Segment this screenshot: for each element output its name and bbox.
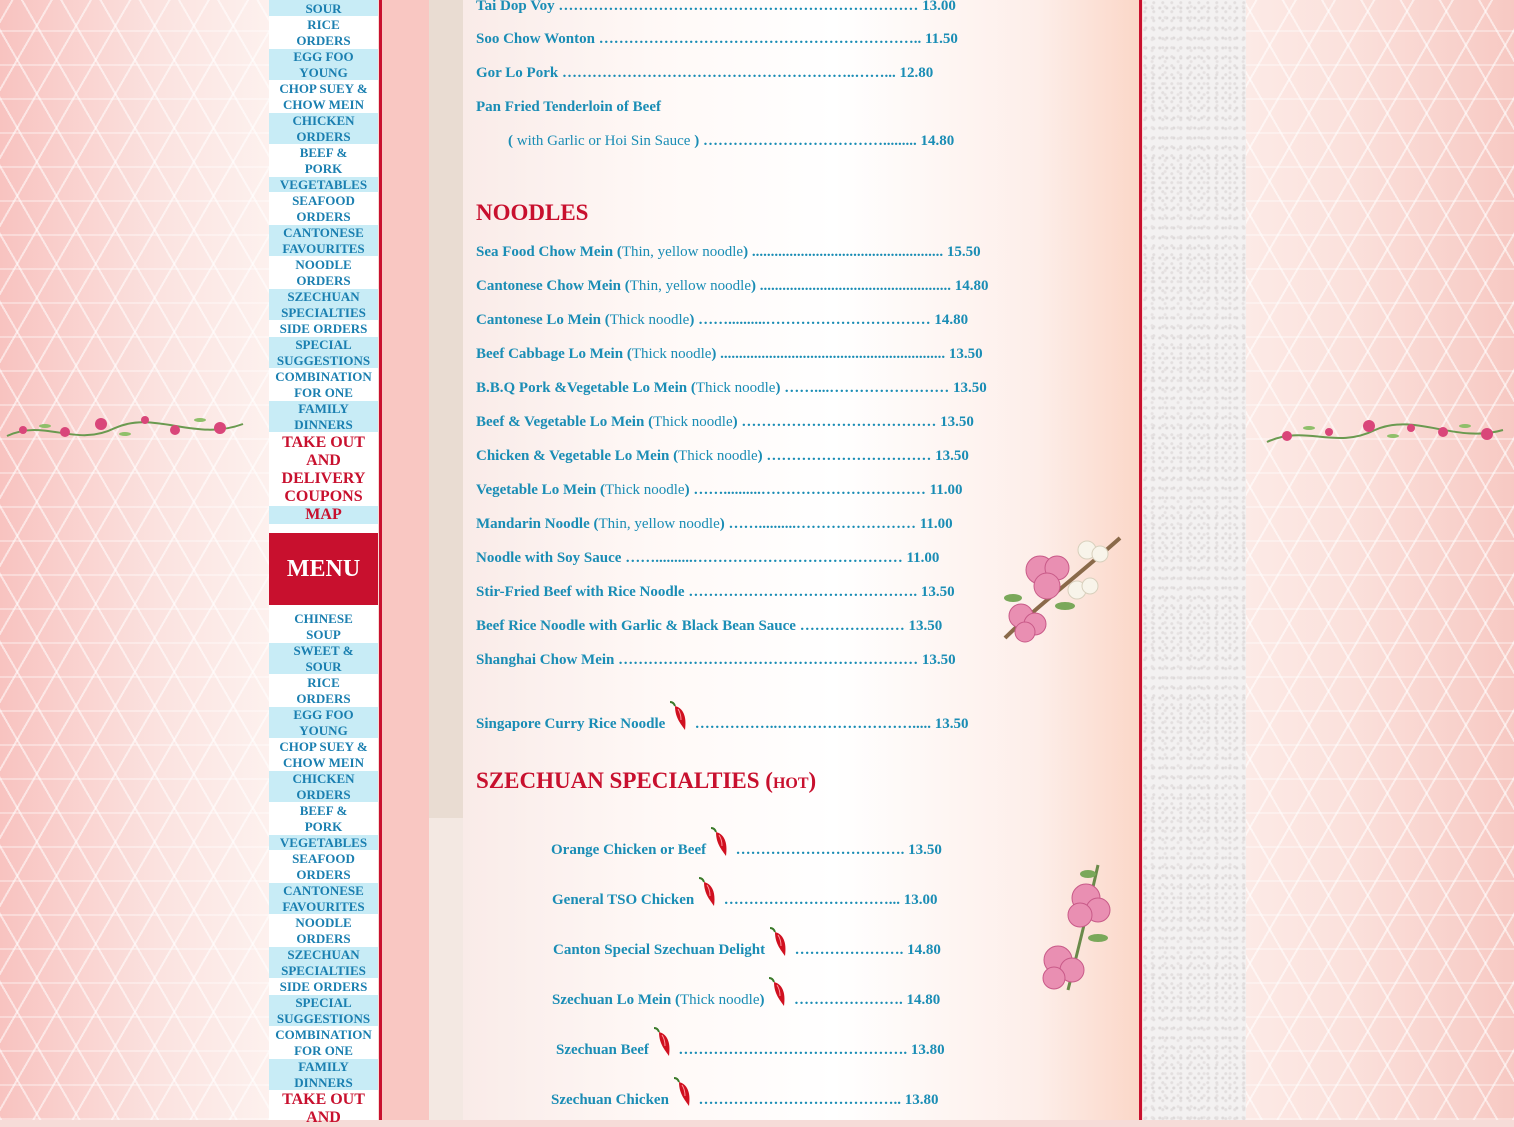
item-note: Thin, yellow noodle: [621, 244, 744, 260]
item-name: Pan Fried Tenderloin of Beef: [476, 99, 661, 115]
leader-dots: ……..........……………………………: [698, 312, 931, 328]
paren: (: [604, 312, 610, 328]
nav-item[interactable]: SEAFOOD ORDERS: [269, 193, 378, 225]
leader-dots: ...................................................: [751, 244, 944, 260]
nav-item[interactable]: SEAFOOD ORDERS: [269, 851, 378, 883]
red-divider-right: [1139, 0, 1142, 1120]
item-price: 13.50: [935, 448, 969, 464]
item-price: 13.00: [903, 892, 938, 908]
item-name: Beef & Vegetable Lo Mein: [476, 414, 645, 430]
item-name: Beef Rice Noodle with Garlic & Black Bean Sauce: [476, 618, 796, 634]
menu-item: [476, 550, 939, 567]
item-price: 14.80: [906, 992, 941, 1008]
paren: (: [624, 278, 630, 294]
nav-item[interactable]: VEGETABLES: [269, 177, 378, 193]
nav-item[interactable]: SIDE ORDERS: [269, 979, 378, 995]
menu-item: [508, 133, 954, 150]
leader-dots: …………………………………..: [698, 1092, 901, 1108]
item-note: Thick noodle: [653, 414, 733, 430]
nav-item[interactable]: RICE ORDERS: [269, 675, 378, 707]
nav-item[interactable]: CHICKEN ORDERS: [269, 771, 378, 803]
item-note: Thick noodle: [678, 448, 758, 464]
nav-item[interactable]: CANTONESE FAVOURITES: [269, 883, 378, 915]
paren: (: [673, 448, 679, 464]
item-name: Mandarin Noodle: [476, 516, 590, 532]
nav-item[interactable]: SWEET & SOUR: [269, 643, 378, 675]
nav-item[interactable]: COMBINATION FOR ONE: [269, 1027, 378, 1059]
item-name: Vegetable Lo Mein: [476, 482, 597, 498]
chili-pepper-icon: [768, 976, 790, 1008]
chili-pepper-icon: [653, 1026, 675, 1058]
item-price: 13.50: [908, 618, 943, 634]
item-price: 13.50: [920, 584, 955, 600]
section-title-noodles: NOODLES: [476, 200, 589, 225]
leader-dots: ……………..……………………….....: [694, 716, 932, 732]
menu-item: [476, 652, 956, 669]
nav-item[interactable]: NOODLE ORDERS: [269, 915, 378, 947]
leader-dots: ……………………………………………………: [618, 652, 919, 668]
item-price: 14.80: [934, 312, 969, 328]
item-price: 13.50: [940, 414, 974, 430]
leader-dots: ………………………………………………………………: [558, 0, 919, 14]
stucco-strip: [1143, 0, 1246, 1120]
sidebar-nav: [269, 0, 378, 1126]
nav-bottom-list: [269, 611, 378, 1091]
item-name: Chicken & Vegetable Lo Mein: [476, 448, 670, 464]
item-note: Thick noodle: [695, 380, 776, 396]
menu-item: [476, 31, 958, 48]
hot-label: HOT: [772, 775, 809, 792]
menu-item: [476, 414, 974, 431]
item-name: Orange Chicken or Beef: [551, 842, 707, 858]
nav-top-list: [269, 0, 378, 433]
item-price: 13.50: [921, 652, 956, 668]
item-note: Thick noodle: [609, 312, 690, 328]
paren: (: [626, 346, 632, 362]
leader-dots: ............................................................: [720, 346, 946, 362]
chili-pepper-icon: [769, 926, 791, 958]
nav-item[interactable]: CANTONESE FAVOURITES: [269, 225, 378, 257]
item-name: Szechuan Lo Mein: [552, 992, 672, 1008]
nav-item[interactable]: SPECIAL SUGGESTIONS: [269, 337, 378, 369]
paren: ): [690, 133, 700, 149]
leader-dots: ……………………………...: [723, 892, 900, 908]
item-price: 11.00: [919, 516, 953, 532]
menu-item: [476, 99, 661, 116]
nav-item[interactable]: EGG FOO YOUNG: [269, 49, 378, 81]
leader-dots: ……………………………: [766, 448, 932, 464]
menu-item: [476, 65, 933, 82]
nav-item[interactable]: CHOP SUEY & CHOW MEIN: [269, 81, 378, 113]
item-name: Szechuan Chicken: [551, 1092, 669, 1108]
nav-item[interactable]: COMBINATION FOR ONE: [269, 369, 378, 401]
section-title-text: SZECHUAN SPECIALTIES (: [476, 768, 773, 793]
item-note: Thick noodle: [679, 992, 760, 1008]
item-price: 13.50: [908, 842, 942, 858]
leader-dots: ………………………………………………………..: [598, 31, 922, 47]
menu-item: [476, 700, 969, 733]
menu-item: [552, 876, 938, 909]
menu-item: [476, 312, 968, 329]
nav-coupons-link[interactable]: TAKE OUT AND DELIVERY COUPONS: [281, 434, 366, 505]
menu-item: [552, 976, 940, 1009]
paren: ): [775, 380, 781, 396]
item-name: B.B.Q Pork &Vegetable Lo Mein: [476, 380, 688, 396]
item-price: 13.00: [922, 0, 956, 14]
paren: (: [600, 482, 606, 498]
item-note: Thick noodle: [631, 346, 712, 362]
nav-item[interactable]: SZECHUAN SPECIALTIES: [269, 947, 378, 979]
item-name: Stir-Fried Beef with Rice Noodle: [476, 584, 685, 600]
nav-item[interactable]: CHINESE SOUP: [269, 611, 378, 643]
item-price: 14.80: [907, 942, 941, 958]
leader-dots: …………………………………: [741, 414, 937, 430]
chili-pepper-icon: [698, 876, 720, 908]
menu-item: [476, 448, 969, 465]
paren: ): [759, 992, 765, 1008]
nav-coupons-link-bottom[interactable]: TAKE OUT AND: [282, 1091, 365, 1126]
leader-dots: …………………………………………………..……...: [561, 65, 896, 81]
paren: ): [743, 244, 749, 260]
paren: (: [690, 380, 696, 396]
nav-item[interactable]: VEGETABLES: [269, 835, 378, 851]
nav-item[interactable]: BEEF & PORK: [269, 803, 378, 835]
item-price: 13.50: [948, 346, 983, 362]
nav-item[interactable]: RICE ORDERS: [269, 17, 378, 49]
item-price: 14.80: [920, 133, 955, 149]
beige-strip-lower: [429, 818, 463, 1120]
menu-item: [551, 1076, 938, 1109]
paren: ): [719, 516, 725, 532]
paren: ): [757, 448, 763, 464]
item-name: Canton Special Szechuan Delight: [553, 942, 766, 958]
menu-item: [476, 346, 983, 363]
leader-dots: ……………………………………….: [678, 1042, 908, 1058]
pink-strip: [382, 0, 429, 1120]
item-note: Thin, yellow noodle: [598, 516, 720, 532]
item-name: Gor Lo Pork: [476, 65, 559, 81]
paren: (: [616, 244, 622, 260]
floral-vine-icon: [1265, 402, 1505, 462]
leader-dots: ……....……………………: [784, 380, 950, 396]
menu-item: [476, 516, 953, 533]
nav-map-link[interactable]: MAP: [269, 506, 378, 524]
item-price: 11.00: [906, 550, 940, 566]
item-note: with Garlic or Hoi Sin Sauce: [516, 133, 691, 149]
menu-item: [556, 1026, 945, 1059]
menu-item: [476, 618, 942, 635]
item-name: Beef Cabbage Lo Mein: [476, 346, 624, 362]
nav-item[interactable]: SIDE ORDERS: [269, 321, 378, 337]
item-price: 11.50: [924, 31, 958, 47]
menu-heading: MENU: [269, 533, 378, 605]
chili-pepper-icon: [669, 700, 691, 732]
section-title-szechuan: [476, 768, 816, 794]
item-name: Szechuan Beef: [556, 1042, 649, 1058]
leader-dots: ……..........……………………………………: [625, 550, 903, 566]
nav-item[interactable]: BEEF & PORK: [269, 145, 378, 177]
nav-item[interactable]: CHICKEN ORDERS: [269, 113, 378, 145]
beige-strip: [429, 0, 463, 818]
item-price: 12.80: [899, 65, 934, 81]
item-name: Cantonese Chow Mein: [476, 278, 621, 294]
item-name: Singapore Curry Rice Noodle: [476, 716, 666, 732]
chili-pepper-icon: [673, 1076, 695, 1108]
paren: (: [593, 516, 599, 532]
item-name: Noodle with Soy Sauce: [476, 550, 622, 566]
hibiscus-flower-icon: [1028, 860, 1120, 995]
menu-item: [476, 0, 956, 15]
item-note: Thin, yellow noodle: [629, 278, 751, 294]
paren: ): [750, 278, 756, 294]
item-price: 13.50: [934, 716, 969, 732]
item-price: 13.80: [904, 1092, 939, 1108]
item-name: Sea Food Chow Mein: [476, 244, 614, 260]
item-price: 15.50: [946, 244, 981, 260]
nav-item[interactable]: CHOP SUEY & CHOW MEIN: [269, 739, 378, 771]
item-name: Shanghai Chow Mein: [476, 652, 615, 668]
leader-dots: ...................................................: [759, 278, 951, 294]
paren: (: [674, 992, 680, 1008]
item-price: 14.80: [954, 278, 989, 294]
floral-vine-icon: [5, 398, 245, 458]
nav-item[interactable]: SOUR: [269, 0, 378, 17]
leader-dots: ……..........……………………: [728, 516, 916, 532]
nav-item[interactable]: FAMILY DINNERS: [269, 1059, 378, 1091]
leader-dots: …………………………….: [735, 842, 905, 858]
paren: ): [732, 414, 738, 430]
paren: (: [648, 414, 654, 430]
menu-item: [553, 926, 941, 959]
leader-dots: ……………………………….........: [702, 133, 917, 149]
menu-item: [476, 584, 955, 601]
item-name: General TSO Chicken: [552, 892, 695, 908]
leader-dots: …………………: [799, 618, 905, 634]
nav-item[interactable]: NOODLE ORDERS: [269, 257, 378, 289]
item-name: Cantonese Lo Mein: [476, 312, 601, 328]
item-name: Tai Dop Voy: [476, 0, 555, 14]
item-price: 13.50: [952, 380, 987, 396]
hibiscus-flower-icon: [995, 528, 1125, 648]
paren: ): [711, 346, 717, 362]
menu-item: [551, 826, 942, 859]
paren: ): [684, 482, 690, 498]
paren: (: [508, 133, 513, 149]
menu-item: [476, 380, 987, 397]
paren: ): [689, 312, 695, 328]
item-price: 13.80: [910, 1042, 945, 1058]
leader-dots: ………………….: [794, 992, 903, 1008]
menu-item: [476, 244, 981, 261]
menu-item: [476, 278, 988, 295]
nav-item[interactable]: SPECIAL SUGGESTIONS: [269, 995, 378, 1027]
item-price: 11.00: [929, 482, 963, 498]
leader-dots: ………………….: [794, 942, 904, 958]
menu-item: [476, 482, 963, 499]
item-note: Thick noodle: [605, 482, 685, 498]
nav-item[interactable]: FAMILY DINNERS: [269, 401, 378, 433]
section-title-close: ): [808, 768, 817, 793]
nav-item[interactable]: EGG FOO YOUNG: [269, 707, 378, 739]
leader-dots: ……………………………………….: [688, 584, 918, 600]
chili-pepper-icon: [710, 826, 732, 858]
background-pattern-left: [0, 0, 270, 1120]
leader-dots: ……..........……………………………: [693, 482, 926, 498]
item-name: Soo Chow Wonton: [476, 31, 595, 47]
nav-item[interactable]: SZECHUAN SPECIALTIES: [269, 289, 378, 321]
